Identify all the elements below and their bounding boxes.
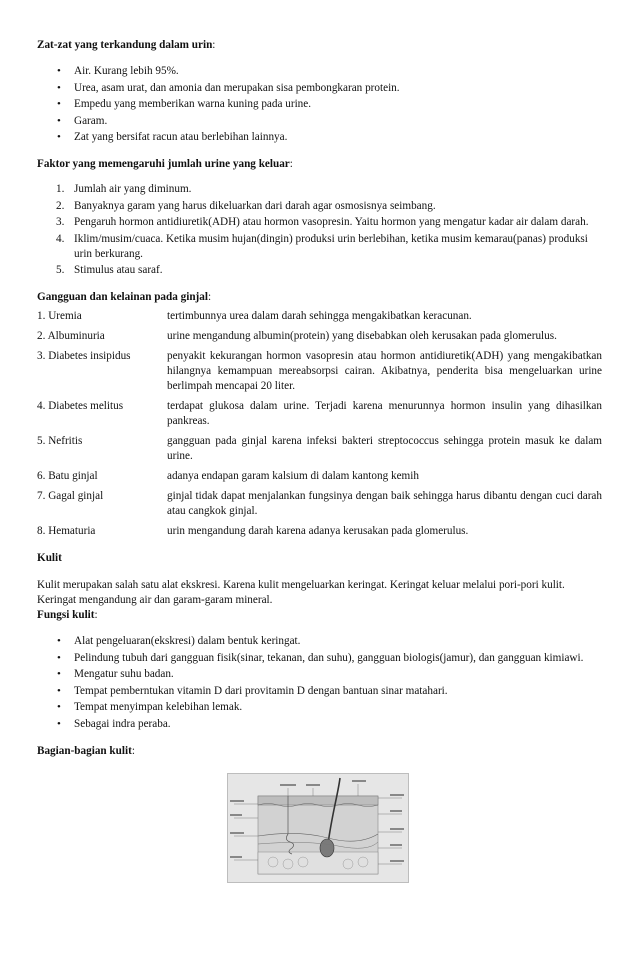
skin-cross-section-diagram (227, 773, 409, 883)
table-row (37, 399, 602, 429)
skin-heading: Kulit (37, 552, 62, 564)
skin-paragraph: Kulit merupakan salah satu alat ekskresi. Karena kulit mengeluarkan keringat. Keringat keluar melalui pori-pori kulit. Keringat mengandung air dan garam-garam mineral. (37, 579, 565, 606)
list-item: • Sebagai indra peraba. (37, 717, 602, 732)
list-item: • Alat pengeluaran(ekskresi) dalam bentuk keringat. (37, 634, 602, 649)
list-item: • Tempat menyimpan kelebihan lemak. (37, 700, 602, 715)
urine-factors-list (37, 182, 602, 278)
kidney-disorders-table (37, 309, 602, 539)
list-item: 2. Banyaknya garam yang harus dikeluarkan dari darah agar osmosisnya seimbang. (56, 199, 436, 212)
skin-function-heading: Fungsi kulit: (37, 609, 98, 621)
urine-content-heading: Zat-zat yang terkandung dalam urin: (37, 39, 216, 51)
list-item: • Urea, asam urat, dan amonia dan merupakan sisa pembongkaran protein. (37, 81, 602, 96)
list-item: 1. Jumlah air yang diminum. (56, 183, 192, 195)
table-row (37, 309, 602, 324)
disorder-name: 5. Nefritis (37, 435, 83, 447)
disorder-description: terdapat glukosa dalam urine. Terjadi karena menurunnya hormon insulin yang dihasilkan pankreas. (167, 400, 602, 427)
list-item: 5. Stimulus atau saraf. (56, 264, 163, 276)
table-row (37, 349, 602, 394)
list-item: • Air. Kurang lebih 95%. (37, 64, 602, 79)
list-item: • Mengatur suhu badan. (37, 667, 602, 682)
disorder-description: urin mengandung darah karena adanya kerusakan pada glomerulus. (167, 525, 469, 537)
disorder-description: gangguan pada ginjal karena infeksi bakteri streptococcus sehingga protein masuk ke dalam urine. (167, 435, 602, 462)
table-row (37, 434, 602, 464)
disorder-name: 8. Hematuria (37, 525, 96, 537)
table-row (37, 469, 602, 484)
list-item: 4. Iklim/musim/cuaca. Ketika musim hujan(dingin) produksi urin berlebihan, ketika musim kemarau(panas) produksi urin berkurang. (56, 232, 588, 260)
disorder-description: adanya endapan garam kalsium di dalam kantong kemih (167, 470, 419, 482)
table-row (37, 524, 602, 539)
disorder-description: penyakit kekurangan hormon vasopresin atau hormon antidiuretik(ADH) yang mengakibatkan hilangnya kemampuan mereabsorpsi cairan. Akibatnya, penderita bisa mengeluarkan urine berlimpah mencapai 20 liter. (167, 350, 602, 392)
table-row (37, 329, 602, 344)
list-item: • Zat yang bersifat racun atau berlebihan lainnya. (37, 130, 602, 145)
disorder-name: 2. Albuminuria (37, 330, 105, 342)
disorder-description: ginjal tidak dapat menjalankan fungsinya dengan baik sehingga harus dibantu dengan cuci darah atau cangkok ginjal. (167, 490, 602, 517)
list-item: • Empedu yang memberikan warna kuning pada urine. (37, 97, 602, 112)
disorder-name: 6. Batu ginjal (37, 470, 98, 482)
skin-diagram-illustration (228, 774, 408, 882)
disorder-description: urine mengandung albumin(protein) yang disebabkan oleh kerusakan pada glomerulus. (167, 330, 557, 342)
table-row (37, 489, 602, 519)
urine-content-list (37, 64, 602, 145)
list-item: • Garam. (37, 114, 602, 129)
urine-factors-heading: Faktor yang memengaruhi jumlah urine yang keluar: (37, 158, 293, 170)
skin-function-list (37, 634, 602, 732)
document-page (37, 38, 602, 759)
disorder-name: 4. Diabetes melitus (37, 400, 124, 412)
list-item: • Tempat pemberntukan vitamin D dari provitamin D dengan bantuan sinar matahari. (37, 684, 602, 699)
disorder-description: tertimbunnya urea dalam darah sehingga mengakibatkan keracunan. (167, 310, 472, 322)
disorder-name: 7. Gagal ginjal (37, 490, 104, 502)
disorder-name: 3. Diabetes insipidus (37, 350, 131, 362)
list-item: 3. Pengaruh hormon antidiuretik(ADH) atau hormon vasopresin. Yaitu hormon yang mengatur kadar air dalam darah. (56, 216, 589, 228)
list-item: • Pelindung tubuh dari gangguan fisik(sinar, tekanan, dan suhu), gangguan biologis(jamur), dan gangguan kimiawi. (37, 651, 602, 666)
skin-parts-heading: Bagian-bagian kulit: (37, 744, 135, 757)
disorder-name: 1. Uremia (37, 310, 82, 322)
kidney-disorders-heading: Gangguan dan kelainan pada ginjal: (37, 291, 212, 303)
